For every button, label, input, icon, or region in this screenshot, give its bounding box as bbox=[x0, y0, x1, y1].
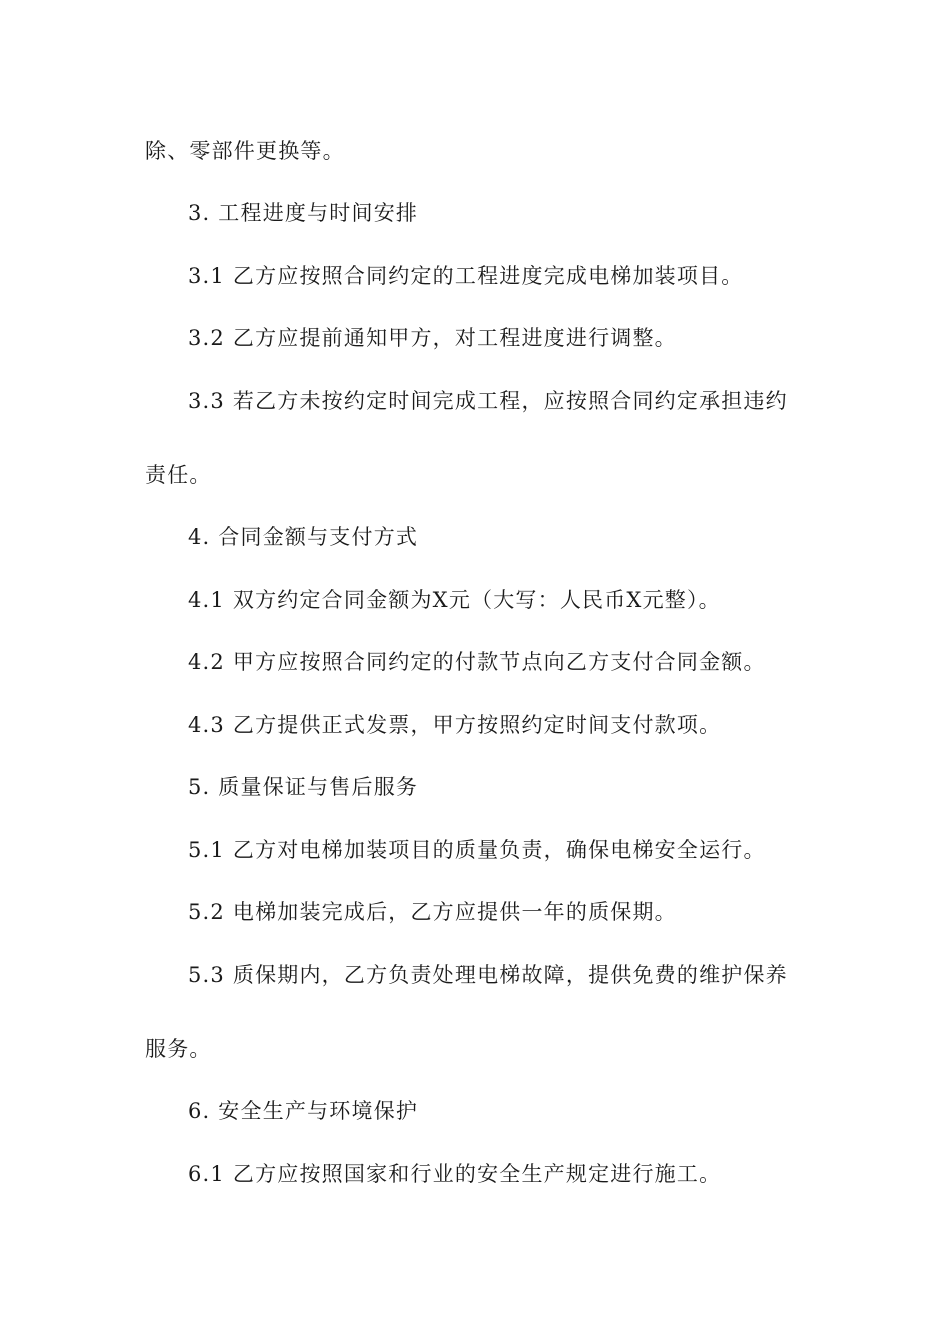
text-line: 除、零部件更换等。 bbox=[145, 139, 345, 163]
text-line: 服务。 bbox=[145, 1037, 212, 1061]
clause-line: 5.3 质保期内，乙方负责处理电梯故障，提供免费的维护保养 bbox=[188, 963, 788, 987]
text-line: 责任。 bbox=[145, 463, 212, 487]
clause-line: 4.3 乙方提供正式发票，甲方按照约定时间支付款项。 bbox=[188, 713, 722, 737]
section-heading: 3. 工程进度与时间安排 bbox=[188, 201, 419, 225]
clause-line: 5.2 电梯加装完成后，乙方应提供一年的质保期。 bbox=[188, 900, 677, 924]
clause-line: 4.2 甲方应按照合同约定的付款节点向乙方支付合同金额。 bbox=[188, 650, 766, 674]
clause-line: 5.1 乙方对电梯加装项目的质量负责，确保电梯安全运行。 bbox=[188, 838, 766, 862]
section-heading: 5. 质量保证与售后服务 bbox=[188, 775, 419, 799]
clause-line: 3.3 若乙方未按约定时间完成工程，应按照合同约定承担违约 bbox=[188, 389, 788, 413]
section-heading: 4. 合同金额与支付方式 bbox=[188, 525, 419, 549]
clause-line: 6.1 乙方应按照国家和行业的安全生产规定进行施工。 bbox=[188, 1162, 722, 1186]
clause-line: 3.1 乙方应按照合同约定的工程进度完成电梯加装项目。 bbox=[188, 264, 744, 288]
section-heading: 6. 安全生产与环境保护 bbox=[188, 1099, 419, 1123]
clause-line: 4.1 双方约定合同金额为X元（大写：人民币X元整）。 bbox=[188, 588, 721, 612]
clause-line: 3.2 乙方应提前通知甲方，对工程进度进行调整。 bbox=[188, 326, 677, 350]
